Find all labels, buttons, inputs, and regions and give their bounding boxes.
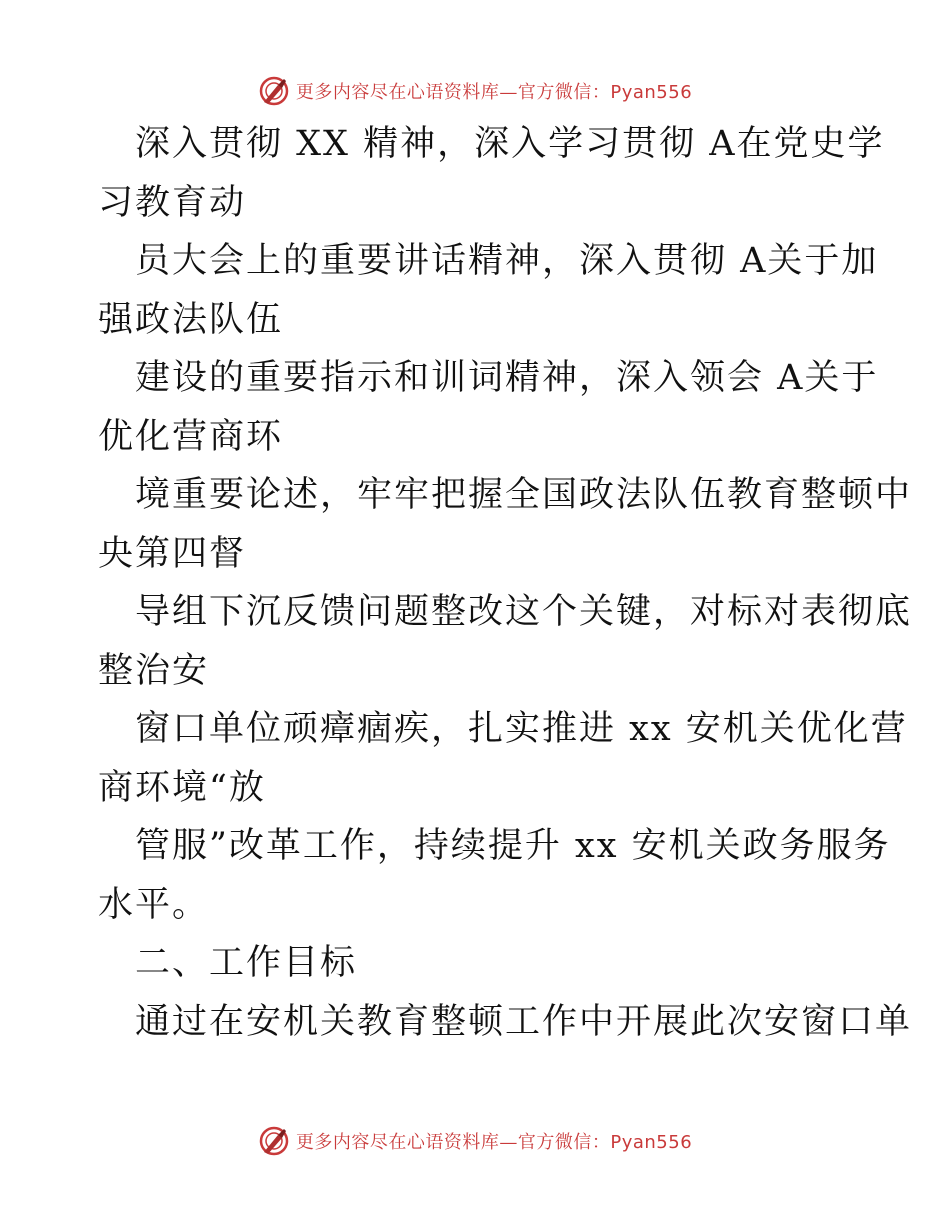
text-line: 二、工作目标	[135, 943, 358, 983]
text-line: 员大会上的重要讲话精神，深入贯彻 A关于加	[135, 241, 879, 281]
footer-banner	[0, 1121, 950, 1161]
text-line: 优化营商环	[98, 416, 284, 457]
text-line: 商环境“放	[98, 767, 266, 808]
text-line: 窗口单位顽瘴痼疾，扎实推进 xx 安机关优化营	[135, 709, 908, 749]
wechat-id: Pyan556	[610, 1132, 693, 1153]
text-line: 导组下沉反馈问题整改这个关键，对标对表彻底	[135, 592, 913, 632]
pen-logo-icon	[258, 1125, 290, 1157]
wechat-id: Pyan556	[610, 82, 693, 103]
text-line: 通过在安机关教育整顿工作中开展此次安窗口单	[135, 1001, 913, 1042]
text-line: 水平。	[98, 884, 210, 925]
banner-text	[296, 78, 692, 104]
text-line: 管服”改革工作，持续提升 xx 安机关政务服务	[135, 826, 891, 866]
banner-title: 更多内容尽在心语资料库—官方微信：	[295, 82, 611, 103]
text-line: 央第四督	[98, 533, 247, 574]
document-body	[98, 115, 913, 1051]
text-line: 建设的重要指示和训词精神，深入领会 A关于	[135, 358, 879, 398]
banner-text	[296, 1128, 692, 1154]
pen-logo-icon	[258, 75, 290, 107]
text-line: 整治安	[98, 650, 210, 691]
text-line: 习教育动	[98, 182, 247, 223]
text-line: 境重要论述，牢牢把握全国政法队伍教育整顿中	[135, 475, 913, 515]
banner-title: 更多内容尽在心语资料库—官方微信：	[295, 1132, 611, 1153]
text-line: 强政法队伍	[98, 299, 284, 340]
text-line: 深入贯彻 XX 精神，深入学习贯彻 A在党史学	[135, 124, 885, 164]
header-banner	[0, 71, 950, 111]
